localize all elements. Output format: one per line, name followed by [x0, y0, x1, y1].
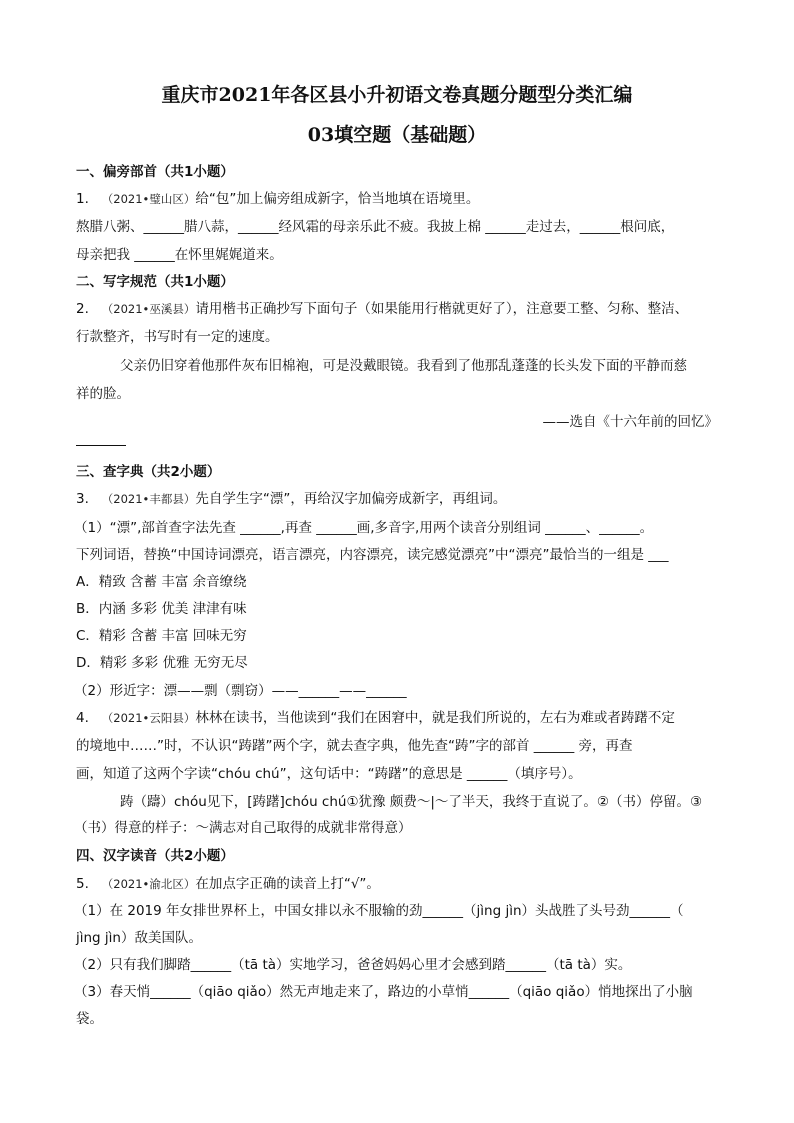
- question-3-line-3: （2）形近字：漂——剽（剽窃）——______——______: [74, 683, 407, 699]
- question-text: 林林在读书，当他读到“我们在困窘中，就是我们所说的，左右为难或者踌躇不定: [195, 710, 675, 726]
- question-source: （2021•丰都县）: [101, 492, 196, 506]
- question-3-option-c: C．精彩 含蓄 丰富 回味无穷: [76, 628, 247, 644]
- question-text: 请用楷书正确抄写下面句子（如果能用行楷就更好了），注意要工整、匀称、整洁、: [195, 301, 689, 317]
- question-4-passage-2: （书）得意的样子：～满志对自己取得的成就非常得意）: [74, 820, 412, 836]
- question-source: （2021•渝北区）: [101, 877, 196, 891]
- question-5-line-4: （3）春天悄______（qiāo qiǎo）然无声地走来了，路边的小草悄______（qiāo qiǎo）悄地探出了小脑: [74, 984, 693, 1000]
- question-5-stem: [76, 872, 380, 892]
- question-5-line-2: jìng jìn）敌美国队。: [76, 930, 202, 946]
- question-number: 1.: [76, 191, 89, 207]
- question-source: （2021•巫溪县）: [101, 302, 196, 316]
- question-4-line-2: 画，知道了这两个字读“chóu chú”，这句话中：“踌躇”的意思是 ______（填序号）。: [76, 766, 582, 782]
- question-2-citation: ——选自《十六年前的回忆》: [542, 414, 718, 430]
- question-3-line-2: 下列词语，替换“中国诗词漂亮，语言漂亮，内容漂亮，读完感觉漂亮”中“漂亮”最恰当的一组是 ___: [76, 547, 669, 563]
- question-3-option-d: D．精彩 多彩 优雅 无穷无尽: [76, 655, 248, 671]
- question-number: 2.: [76, 301, 89, 317]
- question-5-line-3: （2）只有我们脚踏______（tā tà）实地学习，爸爸妈妈心里才会感到踏______（tā tà）实。: [74, 957, 632, 973]
- document-subtitle: 03填空题（基础题）: [307, 124, 487, 146]
- question-number: 3.: [76, 491, 89, 507]
- question-3-line-1: （1）“漂”,部首查字法先查 ______,再查 ______画,多音字,用两个读音分别组词 ______、______。: [74, 520, 654, 536]
- answer-blank-line: [76, 445, 126, 446]
- section-heading-3: 三、查字典（共2小题）: [76, 464, 221, 480]
- section-heading-1: 一、偏旁部首（共1小题）: [76, 164, 234, 180]
- section-heading-4: 四、汉字读音（共2小题）: [76, 848, 234, 864]
- question-2-stem: [76, 297, 688, 317]
- question-number: 5.: [76, 876, 89, 892]
- question-3-stem: [76, 487, 506, 507]
- document-title: 重庆市2021年各区县小升初语文卷真题分题型分类汇编: [161, 84, 633, 106]
- question-1-line-1: 熬腊八粥、______腊八蒜，______经风霜的母亲乐此不疲。我披上棉 ______走过去，______根问底，: [76, 219, 675, 235]
- question-text: 先自学生字“漂”，再给汉字加偏旁成新字，再组词。: [195, 491, 507, 507]
- question-3-option-b: B．内涵 多彩 优美 津津有味: [76, 601, 247, 617]
- question-source: （2021•云阳县）: [101, 711, 196, 725]
- question-4-stem: [76, 706, 675, 726]
- question-3-option-a: A．精致 含蓄 丰富 余音缭绕: [76, 574, 247, 590]
- question-text: 给“包”加上偏旁组成新字，恰当地填在语境里。: [195, 191, 480, 207]
- question-2-line-1: 行款整齐，书写时有一定的速度。: [76, 329, 279, 345]
- question-5-line-1: （1）在 2019 年女排世界杯上，中国女排以永不服输的劲______（jìng jìn）头战胜了头号劲______（: [74, 903, 684, 919]
- question-5-line-5: 袋。: [76, 1011, 103, 1027]
- question-number: 4.: [76, 710, 89, 726]
- question-source: （2021•璧山区）: [101, 192, 196, 206]
- question-4-passage-1: 踌（躊）chóu见下，[踌躇]chóu chú①犹豫 颇费～|～了半天，我终于直说了。②（书）停留。③: [120, 794, 703, 810]
- question-2-passage-2: 祥的脸。: [76, 386, 130, 402]
- question-1-line-2: 母亲把我 ______在怀里娓娓道来。: [76, 247, 283, 263]
- question-1-stem: [76, 187, 479, 207]
- section-heading-2: 二、写字规范（共1小题）: [76, 274, 234, 290]
- question-text: 在加点字正确的读音上打“√”。: [195, 876, 380, 892]
- question-4-line-1: 的境地中……”时，不认识“踌躇”两个字，就去查字典，他先查“踌”字的部首 ______ 旁，再查: [76, 738, 633, 754]
- question-2-passage-1: 父亲仍旧穿着他那件灰布旧棉袍，可是没戴眼镜。我看到了他那乱蓬蓬的长头发下面的平静而慈: [120, 358, 687, 374]
